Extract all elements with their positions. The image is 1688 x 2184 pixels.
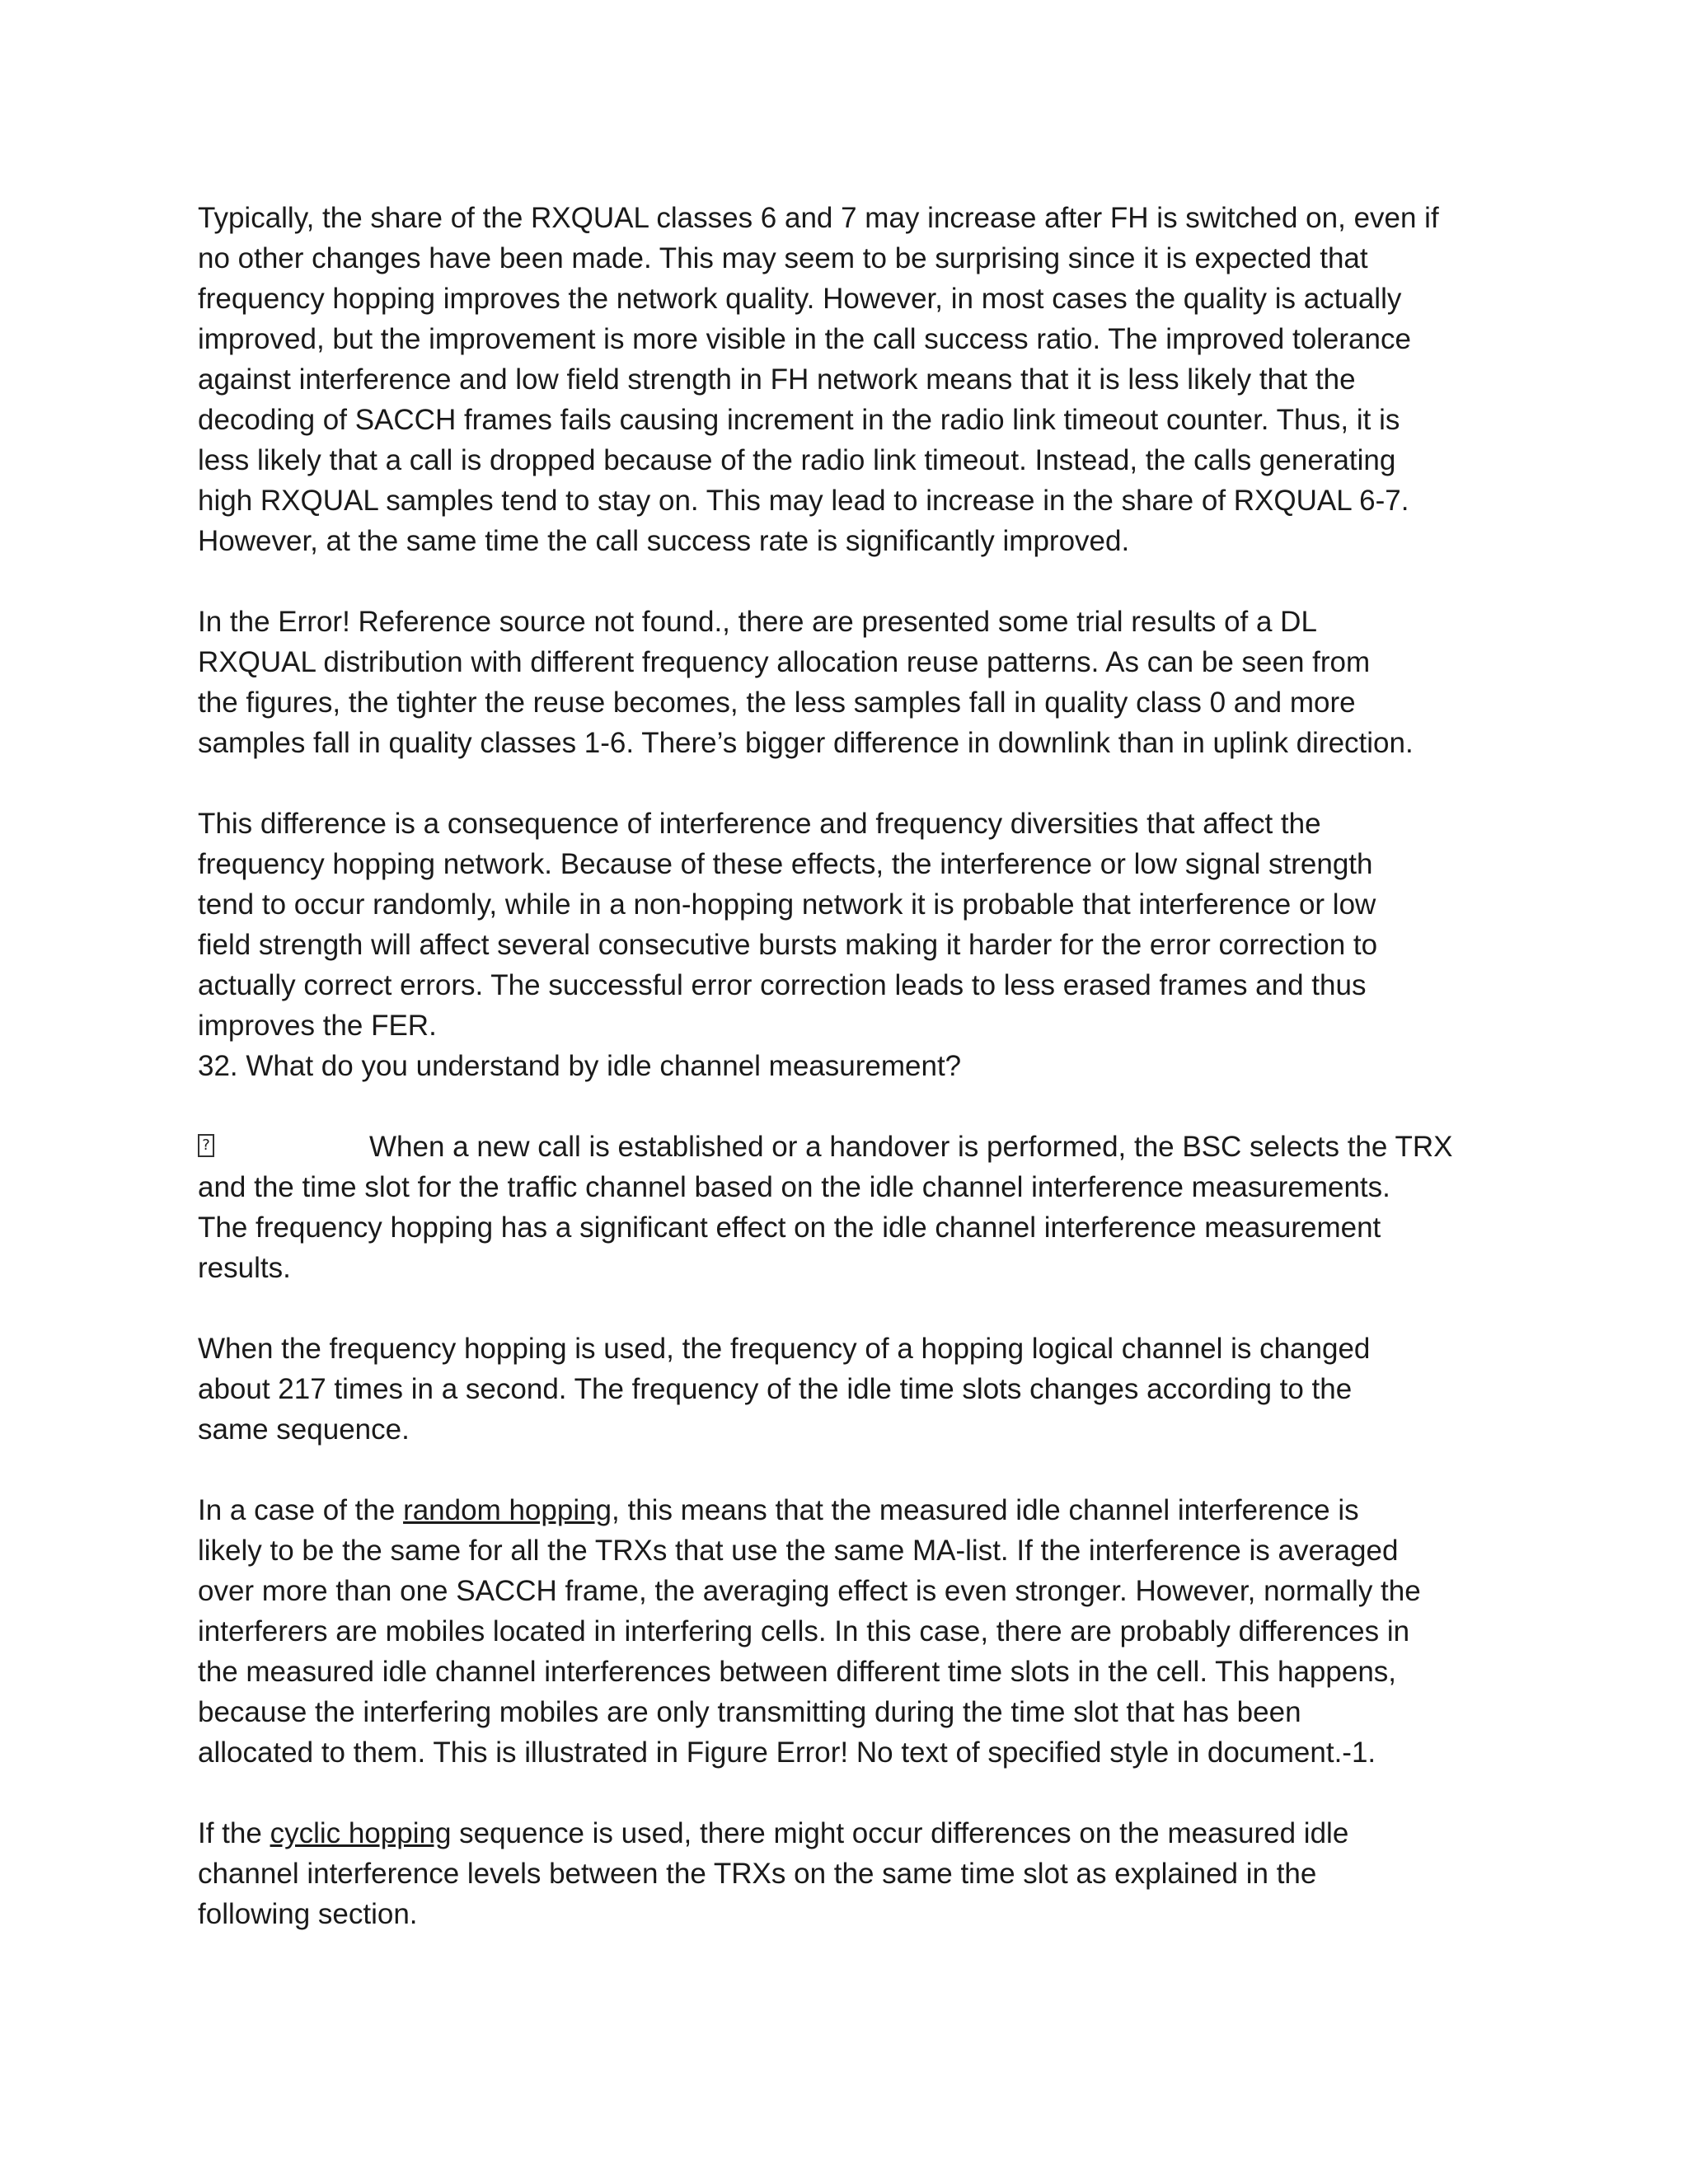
paragraph-diversity: [198, 804, 1484, 1046]
text-line: frequency hopping improves the network quality. However, in most cases the quality is actually: [198, 283, 1402, 315]
paragraph-gap: [198, 1450, 1484, 1490]
text-line: the figures, the tighter the reuse becomes, the less samples fall in quality class 0 and more: [198, 687, 1356, 719]
text-fragment: sequence is used, there might occur differences on the measured idle: [451, 1817, 1349, 1849]
cyclic-hopping-link[interactable]: cyclic hopping: [270, 1817, 452, 1849]
paragraph-gap: [198, 763, 1484, 804]
paragraph-gap: [198, 1288, 1484, 1329]
text-fragment: , this means that the measured idle channel interference is: [612, 1494, 1359, 1526]
text-line: against interference and low field strength in FH network means that it is less likely that the: [198, 363, 1356, 396]
text-line: high RXQUAL samples tend to stay on. This may lead to increase in the share of RXQUAL 6-7.: [198, 485, 1409, 517]
text-line: allocated to them. This is illustrated in Figure Error! No text of specified style in document.-1.: [198, 1736, 1376, 1769]
text-line: results.: [198, 1252, 291, 1284]
text-line: [198, 1813, 1484, 1854]
random-hopping-link[interactable]: random hopping: [403, 1494, 612, 1526]
paragraph-rxqual-share: [198, 198, 1484, 561]
text-fragment: If the: [198, 1817, 270, 1849]
text-line: When the frequency hopping is used, the frequency of a hopping logical channel is changed: [198, 1333, 1371, 1365]
text-line: the measured idle channel interferences between different time slots in the cell. This happens,: [198, 1656, 1397, 1688]
text-line: samples fall in quality classes 1-6. There’s bigger difference in downlink than in uplink direction.: [198, 727, 1414, 759]
paragraph-hopping-rate: [198, 1329, 1484, 1450]
bullet-line: [198, 1127, 1484, 1167]
text-line: same sequence.: [198, 1413, 410, 1446]
paragraph-trial-results: [198, 602, 1484, 763]
bullet-text: When a new call is established or a handover is performed, the BSC selects the TRX: [369, 1131, 1453, 1163]
text-line: likely to be the same for all the TRXs that use the same MA-list. If the interference is averaged: [198, 1535, 1399, 1567]
text-line: In the Error! Reference source not found., there are presented some trial results of a DL: [198, 606, 1317, 638]
paragraph-cyclic-hopping: [198, 1813, 1484, 1934]
text-line: [198, 1490, 1484, 1530]
document-page: [198, 198, 1484, 1934]
text-line: about 217 times in a second. The frequency of the idle time slots changes according to the: [198, 1373, 1353, 1405]
text-line: RXQUAL distribution with different frequency allocation reuse patterns. As can be seen from: [198, 646, 1371, 678]
text-line: and the time slot for the traffic channel based on the idle channel interference measurements.: [198, 1171, 1390, 1203]
text-line: no other changes have been made. This may seem to be surprising since it is expected that: [198, 242, 1368, 274]
text-line: tend to occur randomly, while in a non-hopping network it is probable that interference or low: [198, 888, 1376, 921]
text-line: less likely that a call is dropped because of the radio link timeout. Instead, the calls generating: [198, 444, 1396, 476]
text-line: following section.: [198, 1898, 418, 1930]
text-line: frequency hopping network. Because of these effects, the interference or low signal strength: [198, 848, 1373, 880]
paragraph-random-hopping: [198, 1490, 1484, 1773]
text-line: The frequency hopping has a significant effect on the idle channel interference measurement: [198, 1212, 1381, 1244]
paragraph-idle-channel-bullet: [198, 1127, 1484, 1288]
missing-glyph-bullet-icon: ?: [198, 1134, 214, 1157]
text-line: field strength will affect several consecutive bursts making it harder for the error correction to: [198, 929, 1378, 961]
text-line: improved, but the improvement is more visible in the call success ratio. The improved tolerance: [198, 323, 1411, 355]
text-line: because the interfering mobiles are only transmitting during the time slot that has been: [198, 1696, 1301, 1728]
text-line: over more than one SACCH frame, the averaging effect is even stronger. However, normally the: [198, 1575, 1421, 1607]
text-fragment: In a case of the: [198, 1494, 404, 1526]
text-line: interferers are mobiles located in interfering cells. In this case, there are probably differences in: [198, 1615, 1410, 1647]
paragraph-gap: [198, 1773, 1484, 1813]
paragraph-gap: [198, 1086, 1484, 1127]
text-line: However, at the same time the call success rate is significantly improved.: [198, 525, 1130, 557]
question-heading: 32. What do you understand by idle channel measurement?: [198, 1050, 962, 1082]
text-line: improves the FER.: [198, 1010, 437, 1042]
paragraph-gap: [198, 561, 1484, 602]
text-line: decoding of SACCH frames fails causing increment in the radio link timeout counter. Thus, it is: [198, 404, 1400, 436]
text-line: actually correct errors. The successful error correction leads to less erased frames and thus: [198, 969, 1367, 1001]
text-line: Typically, the share of the RXQUAL classes 6 and 7 may increase after FH is switched on, even if: [198, 202, 1439, 234]
text-line: This difference is a consequence of interference and frequency diversities that affect the: [198, 808, 1321, 840]
text-line: channel interference levels between the TRXs on the same time slot as explained in the: [198, 1858, 1317, 1890]
